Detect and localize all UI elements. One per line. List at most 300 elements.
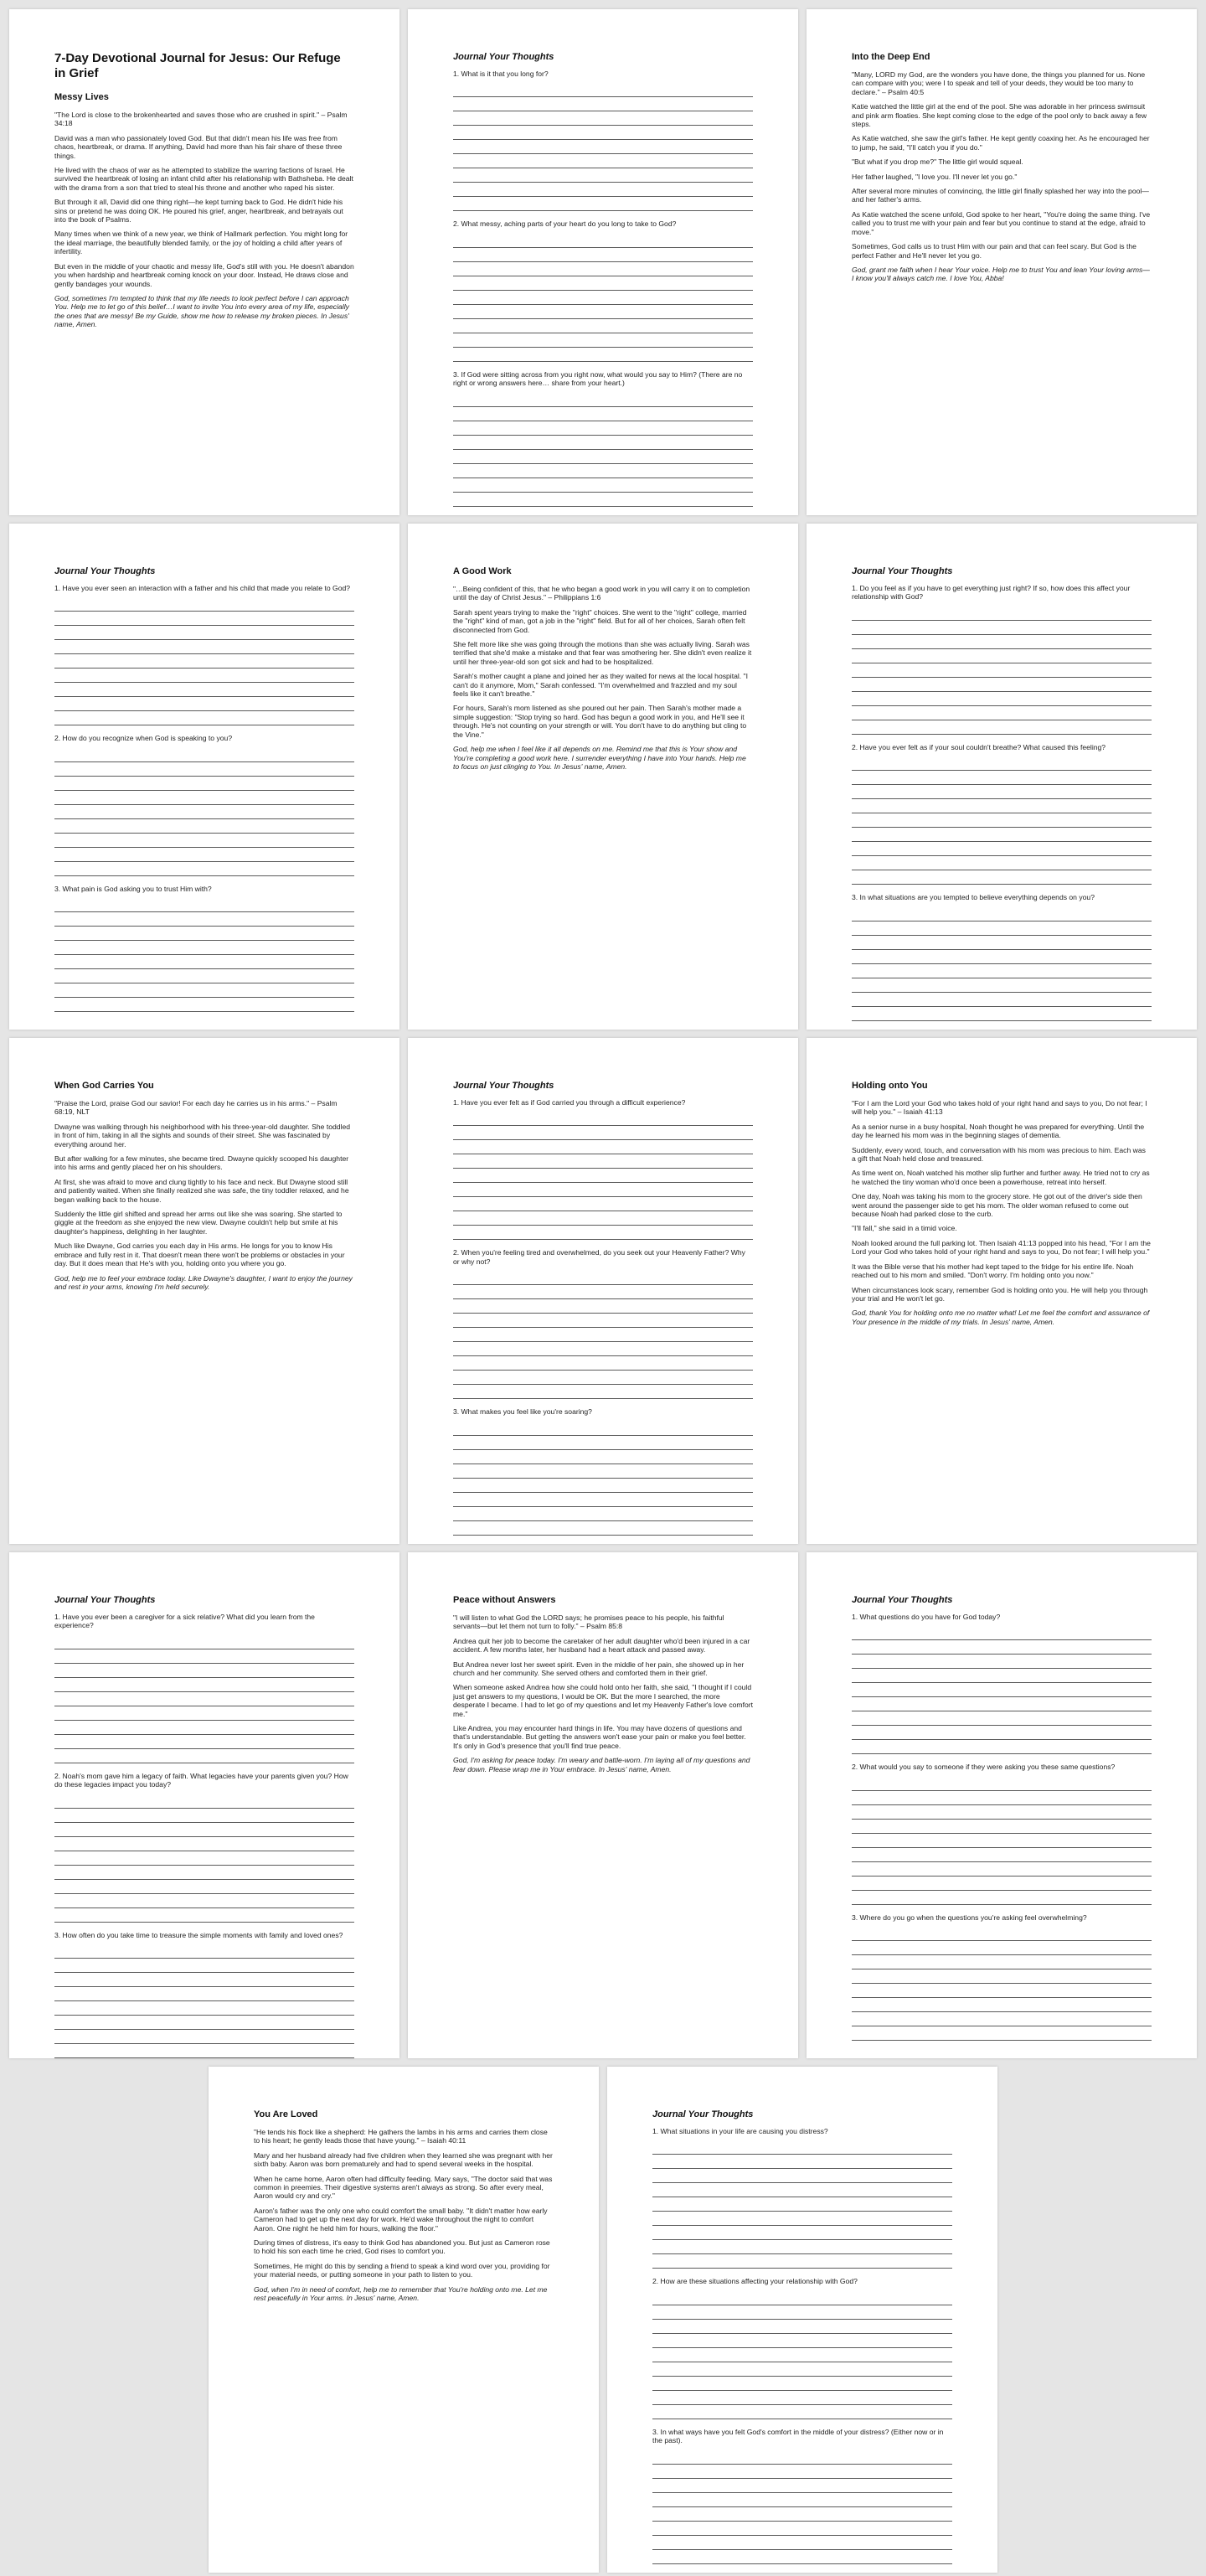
document-page [408, 1038, 798, 1544]
answer-line[interactable] [54, 2016, 354, 2030]
scripture-verse: "I will listen to what God the LORD says; he promises peace to his people, his faithful servants—but let them not turn to folly." – Psalm 85:8 [453, 1613, 724, 1631]
answer-line[interactable] [453, 262, 753, 276]
answer-line[interactable] [453, 305, 753, 319]
answer-line[interactable] [453, 1183, 753, 1197]
answer-line[interactable] [652, 2183, 952, 2197]
answer-line[interactable] [652, 2507, 952, 2522]
document-page [408, 9, 798, 515]
journal-question [453, 1098, 753, 1240]
answer-line[interactable] [453, 1112, 753, 1126]
body-paragraph: But Andrea never lost her sweet spirit. Even in the middle of her pain, she showed up in her church and her community. She served others and comforted them in their grief. [453, 1660, 745, 1678]
answer-line[interactable] [54, 1794, 354, 1809]
journal-question [652, 2127, 952, 2269]
answer-line[interactable] [54, 1837, 354, 1851]
answer-line[interactable] [453, 333, 753, 348]
answer-line[interactable] [453, 407, 753, 421]
question-text: 3. In what ways have you felt God's comfort in the middle of your distress? (Either now or in the past). [652, 2427, 944, 2445]
answer-line[interactable] [852, 950, 1152, 964]
question-text: 3. If God were sitting across from you right now, what would you say to Him? (There are no right or wrong answers here… share from your heart.) [453, 369, 743, 388]
answer-line[interactable] [852, 856, 1152, 870]
answer-line[interactable] [54, 748, 354, 762]
document-page [807, 9, 1197, 515]
answer-line[interactable] [453, 1140, 753, 1154]
devotional-title: Messy Lives [54, 92, 109, 102]
question-text: 1. Have you ever seen an interaction with a father and his child that made you relate to God? [54, 584, 351, 592]
answer-line[interactable] [852, 2012, 1152, 2026]
answer-line[interactable] [54, 848, 354, 862]
answer-line[interactable] [652, 2334, 952, 2348]
answer-line[interactable] [652, 2140, 952, 2155]
answer-line[interactable] [54, 983, 354, 998]
answer-line[interactable] [852, 978, 1152, 993]
journal-question [453, 70, 753, 211]
answer-line[interactable] [54, 1987, 354, 2001]
answer-line[interactable] [852, 756, 1152, 771]
answer-line[interactable] [852, 907, 1152, 921]
answer-line[interactable] [54, 998, 354, 1012]
answer-line[interactable] [54, 791, 354, 805]
answer-line[interactable] [54, 1908, 354, 1923]
question-text: 2. What messy, aching parts of your heart do you long to take to God? [453, 219, 677, 229]
answer-line[interactable] [54, 1973, 354, 1987]
body-paragraph: Sarah's mother caught a plane and joined her as they waited for news at the local hospital. "I can't do it anymore, Mom," Sarah confessed. "I'm overwhelmed and frazzled and my soul feels like it can't breathe." [453, 672, 748, 699]
body-paragraph: When he came home, Aaron often had difficulty feeding. Mary says, "The doctor said that was common in preemies. Their digestive systems aren't always as strong. So after every meal, Aaron would cry and cry." [254, 2174, 553, 2201]
question-text: 3. How often do you take time to treasure the simple moments with family and loved ones? [54, 1930, 343, 1939]
answer-line[interactable] [652, 2377, 952, 2391]
body-paragraph: But through it all, David did one thing right—he kept turning back to God. He didn't hide his sins or pretend he was doing OK. He poured his grief, anger, heartbreak, and betrayals out into the book of Psalms. [54, 198, 343, 225]
scripture-verse: "The Lord is close to the brokenhearted and saves those who are crushed in spirit." – Psalm 34:18 [54, 111, 348, 128]
answer-line[interactable] [54, 1823, 354, 1837]
answer-line[interactable] [54, 2001, 354, 2016]
body-paragraph: He lived with the chaos of war as he attempted to stabilize the warring factions of Israel. He survived the heartbreak of losing an infant child after his relationship with Bathsheba. He dealt with the drama from a son that tried to steal his throne and another who raped his sister. [54, 166, 353, 192]
prayer-text: God, grant me faith when I hear Your voice. Help me to trust You and lean Your loving arms—I know you'll always catch me. I love You, Abba! [852, 265, 1150, 283]
answer-line[interactable] [54, 697, 354, 711]
answer-line[interactable] [453, 183, 753, 197]
answer-line[interactable] [852, 692, 1152, 706]
answer-line[interactable] [852, 870, 1152, 885]
answer-line[interactable] [652, 2479, 952, 2493]
answer-line[interactable] [852, 1877, 1152, 1891]
answer-line[interactable] [852, 964, 1152, 978]
question-text: 2. When you're feeling tired and overwhelmed, do you seek out your Heavenly Father? Why or why not? [453, 1248, 745, 1266]
answer-line[interactable] [453, 140, 753, 154]
journal-title: Journal Your Thoughts [852, 566, 953, 576]
question-text: 1. What situations in your life are causing you distress? [652, 2127, 828, 2135]
scripture-verse: "…Being confident of this, that he who began a good work in you will carry it on to completion until the day of Christ Jesus." – Philippians 1:6 [453, 585, 750, 602]
prayer-text: God, thank You for holding onto me no matter what! Let me feel the comfort and assurance of Your presence in the middle of my trials. In Jesus' name, Amen. [852, 1309, 1150, 1326]
journal-question [852, 893, 1152, 1020]
answer-line[interactable] [54, 1664, 354, 1678]
document-page [807, 1552, 1197, 2058]
document-page [807, 1038, 1197, 1544]
answer-line[interactable] [453, 478, 753, 493]
journal-question [652, 2277, 952, 2419]
answer-line[interactable] [54, 1749, 354, 1763]
question-text: 2. How are these situations affecting your relationship with God? [652, 2277, 858, 2286]
answer-line[interactable] [652, 2155, 952, 2169]
document-page [408, 524, 798, 1030]
answer-line[interactable] [54, 683, 354, 697]
answer-line[interactable] [54, 762, 354, 777]
answer-line[interactable] [453, 1154, 753, 1169]
answer-line[interactable] [652, 2169, 952, 2183]
prayer-text: God, I'm asking for peace today. I'm weary and battle-worn. I'm laying all of my questions and fear down. Please wrap me in Your embrace. In Jesus' name, Amen. [453, 1756, 750, 1773]
answer-line[interactable] [652, 2465, 952, 2479]
body-paragraph: At first, she was afraid to move and clung tightly to his face and neck. But Dwayne stood still and patiently waited. When she finally realized she was safe, the tiny toddler relaxed, and he began walking back to the house. [54, 1177, 349, 1204]
scripture-verse: "Praise the Lord, praise God our savior! For each day he carries us in his arms." – Psalm 68:19, NLT [54, 1099, 338, 1117]
answer-line[interactable] [852, 1984, 1152, 1998]
answer-line[interactable] [852, 1791, 1152, 1805]
answer-line[interactable] [453, 1493, 753, 1507]
journal-question [652, 2428, 952, 2564]
answer-line[interactable] [453, 1436, 753, 1450]
answer-line[interactable] [54, 1944, 354, 1959]
answer-line[interactable] [54, 597, 354, 612]
body-paragraph: When circumstances look scary, remember God is holding onto you. He will help you through your trial and He won't let go. [852, 1285, 1148, 1303]
answer-line[interactable] [852, 1740, 1152, 1754]
answer-line[interactable] [54, 862, 354, 876]
body-paragraph: Her father laughed, "I love you. I'll never let you go." [852, 172, 1018, 181]
answer-line[interactable] [852, 785, 1152, 799]
journal-question [852, 743, 1152, 885]
body-paragraph: Katie watched the little girl at the end of the pool. She was adorable in her princess swimsuit and pink arm floaties. She kept coming close to the edge of the pool only to back away a few steps. [852, 102, 1147, 129]
answer-line[interactable] [453, 97, 753, 111]
answer-line[interactable] [852, 1726, 1152, 1740]
answer-line[interactable] [453, 1169, 753, 1183]
journal-question [852, 1763, 1152, 1904]
answer-line[interactable] [453, 1507, 753, 1521]
answer-line[interactable] [453, 1271, 753, 1285]
devotional-title: Into the Deep End [852, 52, 930, 62]
answer-line[interactable] [852, 1697, 1152, 1711]
answer-line[interactable] [652, 2254, 952, 2269]
answer-line[interactable] [54, 969, 354, 983]
answer-line[interactable] [453, 1342, 753, 1356]
question-text: 1. Do you feel as if you have to get everything just right? If so, how does this affect your relationship with God? [852, 584, 1131, 601]
journal-title: Journal Your Thoughts [453, 52, 554, 62]
answer-line[interactable] [852, 635, 1152, 649]
journal-title: Journal Your Thoughts [852, 1595, 953, 1605]
answer-line[interactable] [652, 2226, 952, 2240]
answer-line[interactable] [453, 154, 753, 168]
journal-question [852, 1913, 1152, 2041]
answer-line[interactable] [852, 1805, 1152, 1820]
question-text: 3. In what situations are you tempted to believe everything depends on you? [852, 893, 1095, 902]
answer-line[interactable] [453, 111, 753, 126]
body-paragraph: It was the Bible verse that his mother had kept taped to the fridge for his entire life. Noah reached out to his mom and smiled. "Don't worry. I'm holding onto you now." [852, 1262, 1134, 1280]
answer-line[interactable] [453, 83, 753, 97]
document-page [807, 524, 1197, 1030]
question-text: 2. Noah's mom gave him a legacy of faith. What legacies have your parents given you? How do these legacies impact you today? [54, 1771, 348, 1789]
answer-line[interactable] [54, 777, 354, 791]
document-page [9, 1552, 399, 2058]
journal-question [453, 219, 753, 361]
answer-line[interactable] [453, 291, 753, 305]
answer-line[interactable] [852, 842, 1152, 856]
answer-line[interactable] [54, 626, 354, 640]
answer-line[interactable] [852, 1711, 1152, 1726]
answer-line[interactable] [54, 1692, 354, 1706]
answer-line[interactable] [852, 720, 1152, 735]
answer-line[interactable] [852, 799, 1152, 813]
answer-line[interactable] [453, 1299, 753, 1314]
answer-line[interactable] [54, 834, 354, 848]
body-paragraph: "But what if you drop me?" The little girl would squeal. [852, 157, 1023, 167]
devotional-title: You Are Loved [254, 2109, 318, 2119]
prayer-text: God, sometimes I'm tempted to think that my life needs to look perfect before I can approach You. Help me to let go of this belief…I want to invite You into every area of my life, especially the ones that are messy! Be my Guide, show me how to release my broken pieces. In Jesus' name, Amen. [54, 293, 349, 329]
answer-line[interactable] [852, 993, 1152, 1007]
answer-line[interactable] [54, 1635, 354, 1649]
answer-line[interactable] [453, 1521, 753, 1536]
answer-line[interactable] [54, 2030, 354, 2044]
answer-line[interactable] [852, 813, 1152, 828]
journal-title: Journal Your Thoughts [54, 566, 156, 576]
journal-question [54, 734, 354, 875]
body-paragraph: Noah looked around the full parking lot. Then Isaiah 41:13 popped into his head, "For I am the Lord your God who takes hold of your right hand and says to you, Do not fear; I will help you." [852, 1238, 1151, 1257]
journal-title: Journal Your Thoughts [652, 2109, 754, 2119]
journal-question [54, 885, 354, 1012]
document-page [9, 1038, 399, 1544]
body-paragraph: As Katie watched, she saw the girl's father. He kept gently coaxing her. As he encouraged her to jump, he said, "I'll catch you if you do." [852, 134, 1150, 152]
body-paragraph: Mary and her husband already had five children when they learned she was pregnant with her sixth baby. Aaron was born prematurely and had to spend several weeks in the hospital. [254, 2150, 553, 2169]
answer-line[interactable] [852, 1862, 1152, 1877]
body-paragraph: As time went on, Noah watched his mother slip further and further away. He tried not to cry as he watched the tiny woman who'd once been a powerhouse, retreat into herself. [852, 1169, 1150, 1186]
answer-line[interactable] [652, 2522, 952, 2536]
answer-line[interactable] [54, 1706, 354, 1721]
answer-line[interactable] [453, 248, 753, 262]
body-paragraph: After several more minutes of convincing, the little girl finally splashed her way into the pool—and her father's arms. [852, 187, 1149, 204]
devotional-title: Holding onto You [852, 1081, 928, 1091]
answer-line[interactable] [852, 2026, 1152, 2041]
answer-line[interactable] [652, 2240, 952, 2254]
body-paragraph: For hours, Sarah's mom listened as she poured out her pain. Then Sarah's mother made a simple suggestion: "Stop trying so hard. God has begun a good work in you, and He'll see it through. He's not counting on your strength or will. You don't have to do anything but cling to the Vine." [453, 704, 747, 739]
answer-line[interactable] [652, 2291, 952, 2305]
journal-question [453, 1248, 753, 1399]
answer-line[interactable] [54, 955, 354, 969]
answer-line[interactable] [852, 1683, 1152, 1697]
answer-line[interactable] [852, 936, 1152, 950]
devotional-title: When God Carries You [54, 1081, 154, 1091]
journal-question [54, 1931, 354, 2058]
body-paragraph: But after walking for a few minutes, she became tired. Dwayne quickly scooped his daughter into his arms and gently placed her on his shoulders. [54, 1154, 349, 1172]
answer-line[interactable] [652, 2450, 952, 2465]
body-paragraph: Suddenly the little girl shifted and spread her arms out like she was soaring. She started to giggle at the freedom as she enjoyed the new view. Dwayne couldn't help but smile at his daughter's happiness, delighting in her laughter. [54, 1210, 343, 1236]
answer-line[interactable] [852, 1626, 1152, 1640]
body-paragraph: Sometimes, He might do this by sending a friend to speak a kind word over you, providing for your material needs, or putting someone in your path to listen to you. [254, 2261, 550, 2279]
journal-question [852, 1613, 1152, 1754]
answer-line[interactable] [54, 805, 354, 819]
answer-line[interactable] [54, 1809, 354, 1823]
question-text: 1. Have you ever felt as if God carried you through a difficult experience? [453, 1098, 686, 1107]
answer-line[interactable] [852, 1655, 1152, 1669]
answer-line[interactable] [54, 1894, 354, 1908]
journal-title: Journal Your Thoughts [453, 1081, 554, 1091]
answer-line[interactable] [652, 2197, 952, 2212]
journal-question [453, 370, 753, 515]
answer-line[interactable] [54, 2044, 354, 2058]
answer-line[interactable] [652, 2536, 952, 2550]
answer-line[interactable] [852, 678, 1152, 692]
question-text: 2. Have you ever felt as if your soul couldn't breathe? What caused this feeling? [852, 742, 1106, 751]
answer-line[interactable] [652, 2348, 952, 2362]
scripture-verse: "Many, LORD my God, are the wonders you have done, the things you planned for us. None can compare with you; were I to speak and tell of your deeds, they would be too many to declare." – Psalm 40:5 [852, 70, 1146, 96]
answer-line[interactable] [54, 1735, 354, 1749]
body-paragraph: One day, Noah was taking his mom to the grocery store. He got out of the driver's side then went around the passenger side to get his mom. The older woman refused to come out because Noah had parked close to the curb. [852, 1192, 1142, 1219]
answer-line[interactable] [453, 1126, 753, 1140]
answer-line[interactable] [852, 607, 1152, 621]
answer-line[interactable] [652, 2212, 952, 2226]
answer-line[interactable] [852, 1955, 1152, 1969]
question-text: 1. Have you ever been a caregiver for a sick relative? What did you learn from the experience? [54, 1613, 315, 1630]
answer-line[interactable] [453, 1226, 753, 1240]
question-text: 3. What pain is God asking you to trust Him with? [54, 884, 212, 893]
devotional-title: Peace without Answers [453, 1595, 556, 1605]
answer-line[interactable] [852, 771, 1152, 785]
answer-line[interactable] [54, 1866, 354, 1880]
body-paragraph: David was a man who passionately loved God. But that didn't mean his life was free from chaos, heartbreak, or drama. If anything, David had more than his fair share of these three things. [54, 133, 343, 160]
body-paragraph: She felt more like she was going through the motions than she was actually living. Sarah was terrified that she'd make a mistake and that fear was smothering her. She didn't even realize it until her three-year-old son got sick and had to be hospitalized. [453, 640, 752, 666]
body-paragraph: Like Andrea, you may encounter hard things in life. You may have dozens of questions and that's understandable. But getting the answers won't ease your pain or make you feel better. It's only in God's presence that you'll find true peace. [453, 1724, 746, 1750]
answer-line[interactable] [852, 828, 1152, 842]
devotional-title: A Good Work [453, 566, 512, 576]
question-text: 3. What makes you feel like you're soaring? [453, 1407, 592, 1417]
answer-line[interactable] [54, 1678, 354, 1692]
answer-line[interactable] [54, 927, 354, 941]
answer-line[interactable] [453, 436, 753, 450]
body-paragraph: Suddenly, every word, touch, and conversation with his mom was precious to him. Each was a gift that Noah held close and treasured. [852, 1145, 1146, 1164]
question-text: 1. What questions do you have for God today? [852, 1613, 1001, 1621]
body-paragraph: Many times when we think of a new year, we think of Hallmark perfection. You might long for the ideal marriage, the beautifully blended family, or the joy of holding a child after years of infertility. [54, 230, 348, 256]
answer-line[interactable] [453, 1314, 753, 1328]
journal-question [453, 1407, 753, 1535]
document-page [607, 2067, 997, 2573]
answer-line[interactable] [54, 1649, 354, 1664]
question-text: 3. Where do you go when the questions you're asking feel overwhelming? [852, 1913, 1087, 1922]
answer-line[interactable] [852, 1848, 1152, 1862]
answer-line[interactable] [54, 711, 354, 725]
journal-question [54, 1613, 354, 1763]
body-paragraph: Andrea quit her job to become the caretaker of her adult daughter who'd been injured in a car accident. A few months later, her husband had a heart attack and passed away. [453, 1636, 750, 1655]
answer-line[interactable] [453, 464, 753, 478]
answer-line[interactable] [852, 663, 1152, 678]
answer-line[interactable] [54, 669, 354, 683]
answer-line[interactable] [453, 197, 753, 211]
body-paragraph: Sarah spent years trying to make the "right" choices. She went to the "right" college, married the "right" kind of man, got a job in the "right" field. But for all of her choices, Sarah often felt disconnected from God. [453, 607, 747, 634]
answer-line[interactable] [652, 2305, 952, 2320]
answer-line[interactable] [852, 1927, 1152, 1941]
answer-line[interactable] [453, 421, 753, 436]
body-paragraph: As a senior nurse in a busy hospital, Noah thought he was prepared for everything. Until the day he learned his mom was in the beginning stages of dementia. [852, 1122, 1145, 1140]
answer-line[interactable] [453, 1285, 753, 1299]
answer-line[interactable] [652, 2493, 952, 2507]
prayer-text: God, help me to feel your embrace today. Like Dwayne's daughter, I want to enjoy the journey and rest in your arms, knowing I'm held securely. [54, 1273, 353, 1291]
answer-line[interactable] [652, 2550, 952, 2564]
journal-title: Journal Your Thoughts [54, 1595, 156, 1605]
answer-line[interactable] [453, 1197, 753, 1211]
answer-line[interactable] [852, 706, 1152, 720]
body-paragraph: During times of distress, it's easy to think God has abandoned you. But just as Cameron rose to hold his son each time he cried, God rises to comfort you. [254, 2238, 550, 2256]
answer-line[interactable] [54, 941, 354, 955]
answer-line[interactable] [54, 898, 354, 912]
answer-line[interactable] [453, 507, 753, 515]
answer-line[interactable] [54, 819, 354, 834]
answer-line[interactable] [852, 1834, 1152, 1848]
answer-line[interactable] [852, 1998, 1152, 2012]
answer-line[interactable] [54, 612, 354, 626]
body-paragraph: Aaron's father was the only one who could comfort the small baby. "It didn't matter how early Cameron had to get up the next day for work. He'd wake throughout the night to comfort Aaron. One night he held him for hours, walking the floor." [254, 2206, 548, 2233]
answer-line[interactable] [453, 1450, 753, 1464]
answer-line[interactable] [852, 1777, 1152, 1791]
answer-line[interactable] [852, 621, 1152, 635]
answer-line[interactable] [453, 276, 753, 291]
answer-line[interactable] [453, 1479, 753, 1493]
answer-line[interactable] [453, 450, 753, 464]
answer-line[interactable] [453, 168, 753, 183]
answer-line[interactable] [453, 348, 753, 362]
prayer-text: God, help me when I feel like it all depends on me. Remind me that this is Your show and You're completing a good work here. I surrender everything I have into Your hands. Help me to focus on just clinging to You. In Jesus' name, Amen. [453, 745, 746, 771]
answer-line[interactable] [453, 1371, 753, 1385]
body-paragraph: "I'll fall," she said in a timid voice. [852, 1224, 957, 1233]
answer-line[interactable] [54, 1880, 354, 1894]
scripture-verse: "For I am the Lord your God who takes hold of your right hand and says to you, Do not fear; I will help you." – Isaiah 41:13 [852, 1099, 1147, 1117]
answer-line[interactable] [852, 1669, 1152, 1683]
document-page [209, 2067, 599, 2573]
answer-line[interactable] [453, 126, 753, 140]
answer-line[interactable] [453, 1328, 753, 1342]
answer-line[interactable] [652, 2362, 952, 2377]
answer-line[interactable] [852, 1007, 1152, 1021]
answer-line[interactable] [453, 393, 753, 407]
body-paragraph: Sometimes, God calls us to trust Him with our pain and that can feel scary. But God is the perfect Father and He'll never let you go. [852, 242, 1136, 260]
answer-line[interactable] [652, 2320, 952, 2334]
body-paragraph: But even in the middle of your chaotic and messy life, God's still with you. He doesn't abandon you when hardship and heartbreak coming knock on your door. Instead, He draws close and gently bandages your wounds. [54, 261, 354, 288]
journal-question [54, 584, 354, 725]
body-paragraph: When someone asked Andrea how she could hold onto her faith, she said, "I thought if I could just get answers to my questions, I would be OK. But the more I searched, the more desperate I became. I had to let go of my questions and let my Heavenly Father's love comfort me." [453, 1683, 753, 1718]
answer-line[interactable] [54, 1721, 354, 1735]
answer-line[interactable] [453, 1385, 753, 1399]
answer-line[interactable] [453, 234, 753, 248]
question-text: 1. What is it that you long for? [453, 70, 549, 78]
answer-line[interactable] [652, 2391, 952, 2405]
answer-line[interactable] [852, 649, 1152, 663]
prayer-text: God, when I'm in need of comfort, help me to remember that You're holding onto me. Let me rest peacefully in Your arms. In Jesus' name, Amen. [254, 2284, 548, 2303]
scripture-verse: "He tends his flock like a shepherd: He gathers the lambs in his arms and carries them close to his heart; he gently leads those that have young." – Isaiah 40:11 [254, 2128, 548, 2145]
answer-line[interactable] [453, 1464, 753, 1479]
document-page [408, 1552, 798, 2058]
journal-question [54, 1772, 354, 1923]
answer-line[interactable] [852, 1941, 1152, 1955]
body-paragraph: Much like Dwayne, God carries you each day in His arms. He longs for you to know His embrace and fully rest in it. That doesn't mean there won't be problems or obstacles in your day. But it does mean that He's with you, holding onto you where you go. [54, 1242, 345, 1268]
answer-line[interactable] [54, 912, 354, 927]
answer-line[interactable] [852, 921, 1152, 936]
answer-line[interactable] [852, 1640, 1152, 1655]
answer-line[interactable] [453, 493, 753, 507]
answer-line[interactable] [54, 1851, 354, 1866]
answer-line[interactable] [652, 2405, 952, 2419]
answer-line[interactable] [453, 1211, 753, 1226]
answer-line[interactable] [453, 1356, 753, 1371]
answer-line[interactable] [453, 319, 753, 333]
answer-line[interactable] [54, 1959, 354, 1973]
answer-line[interactable] [54, 640, 354, 654]
answer-line[interactable] [852, 1820, 1152, 1834]
answer-line[interactable] [453, 1422, 753, 1436]
answer-line[interactable] [852, 1891, 1152, 1905]
question-text: 2. What would you say to someone if they were asking you these same questions? [852, 1763, 1116, 1772]
answer-line[interactable] [54, 654, 354, 669]
document-title: 7-Day Devotional Journal for Jesus: Our Refuge in Grief [54, 51, 341, 80]
answer-line[interactable] [852, 1969, 1152, 1984]
